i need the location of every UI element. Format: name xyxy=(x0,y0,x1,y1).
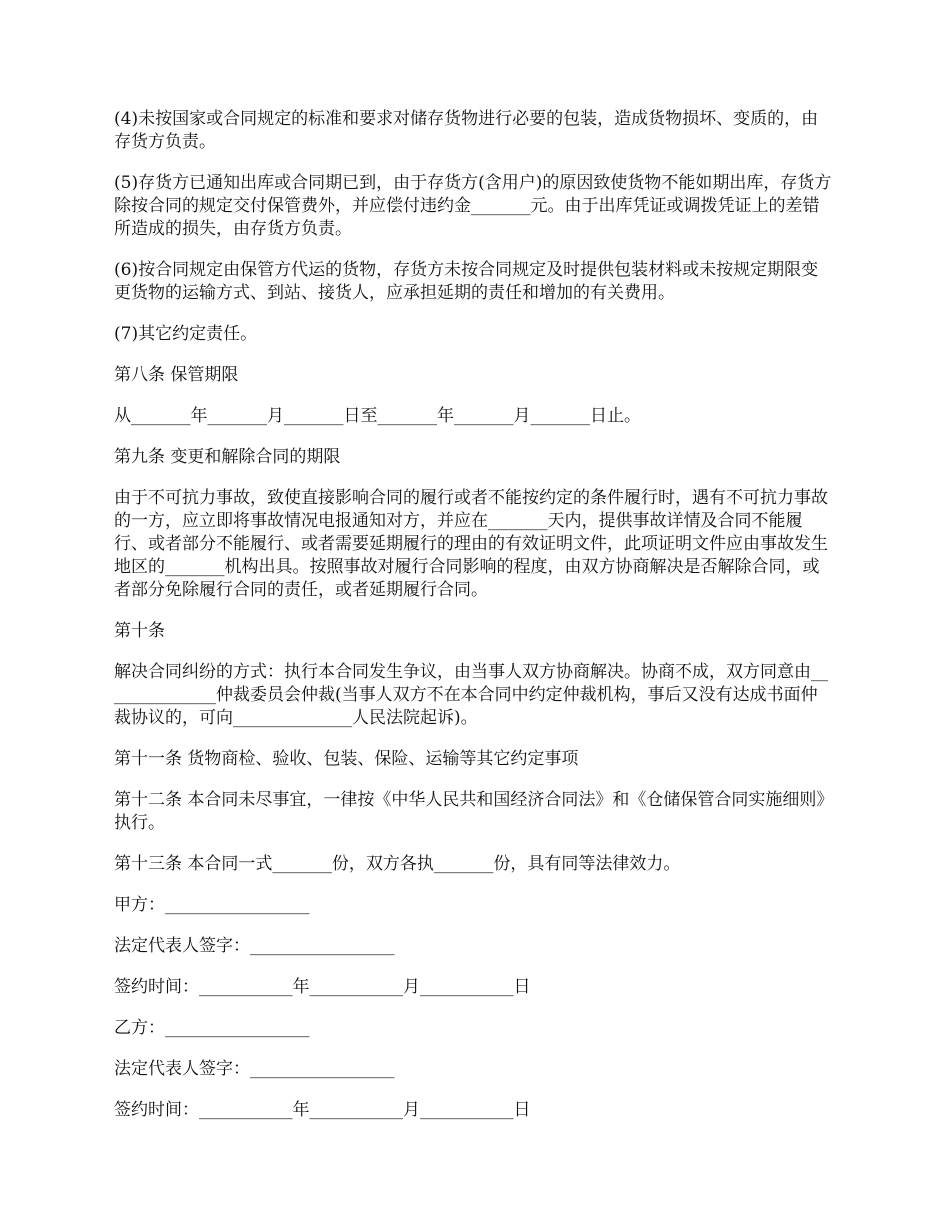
clause-13-paragraph: 第十三条 本合同一式_______份，双方各执_______份，具有同等法律效力。 xyxy=(114,854,681,874)
force-majeure-paragraph: 由于不可抗力事故，致使直接影响合同的履行或者不能按约定的条件履行时，遇有不可抗力事故的一方，应立即将事故情况电报通知对方，并应在_______天内，提供事故详情及合同不能履行、或者部分不能履行、或者需要延期履行的理由的有效证明文件，此项证明文件应由事故发生地区的_______机构出具。按照事故对履行合同影响的程度，由双方协商解决是否解除合同，或者部分免除履行合同的责任，或者延期履行合同。 xyxy=(114,488,828,600)
clause-12-paragraph: 第十二条 本合同未尽事宜，一律按《中华人民共和国经济合同法》和《仓储保管合同实施细则》执行。 xyxy=(114,790,834,833)
clause-7-item-4: (4)未按国家或合同规定的标准和要求对储存货物进行必要的包装，造成货物损坏、变质的，由存货方负责。 xyxy=(114,109,819,152)
clause-8-heading: 第八条 保管期限 xyxy=(114,365,239,385)
party-a-representative-signature-line: 法定代表人签字：_________________ xyxy=(114,936,395,956)
party-a-signing-date-line: 签约时间：___________年___________月___________日 xyxy=(114,977,531,997)
document-page xyxy=(114,108,834,1140)
party-b-representative-signature-line: 法定代表人签字：_________________ xyxy=(114,1059,395,1079)
dispute-resolution-paragraph: 解决合同纠纷的方式：执行本合同发生争议，由当事人双方协商解决。协商不成，双方同意由______________仲裁委员会仲裁(当事人双方不在本合同中约定仲裁机构，事后又没有达成书面仲裁协议的，可向______________人民法院起诉)。 xyxy=(114,662,828,728)
party-b-signing-date-line: 签约时间：___________年___________月___________日 xyxy=(114,1100,531,1120)
clause-7-item-5: (5)存货方已通知出库或合同期已到，由于存货方(含用户)的原因致使货物不能如期出库，存货方除按合同的规定交付保管费外，并应偿付违约金_______元。由于出库凭证或调拨凭证上的差错所造成的损失，由存货方负责。 xyxy=(114,173,832,239)
clause-10-heading: 第十条 xyxy=(114,621,165,641)
party-a-line: 甲方：_________________ xyxy=(114,895,310,915)
clause-7-item-7: (7)其它约定责任。 xyxy=(114,324,258,344)
storage-period-line: 从_______年_______月_______日至_______年_______月_______日止。 xyxy=(114,406,641,426)
clause-11-heading: 第十一条 货物商检、验收、包装、保险、运输等其它约定事项 xyxy=(114,749,579,769)
party-b-line: 乙方：_________________ xyxy=(114,1018,310,1038)
clause-9-heading: 第九条 变更和解除合同的期限 xyxy=(114,447,341,467)
clause-7-item-6: (6)按合同规定由保管方代运的货物，存货方未按合同规定及时提供包装材料或未按规定期限变更货物的运输方式、到站、接货人，应承担延期的责任和增加的有关费用。 xyxy=(114,260,819,303)
